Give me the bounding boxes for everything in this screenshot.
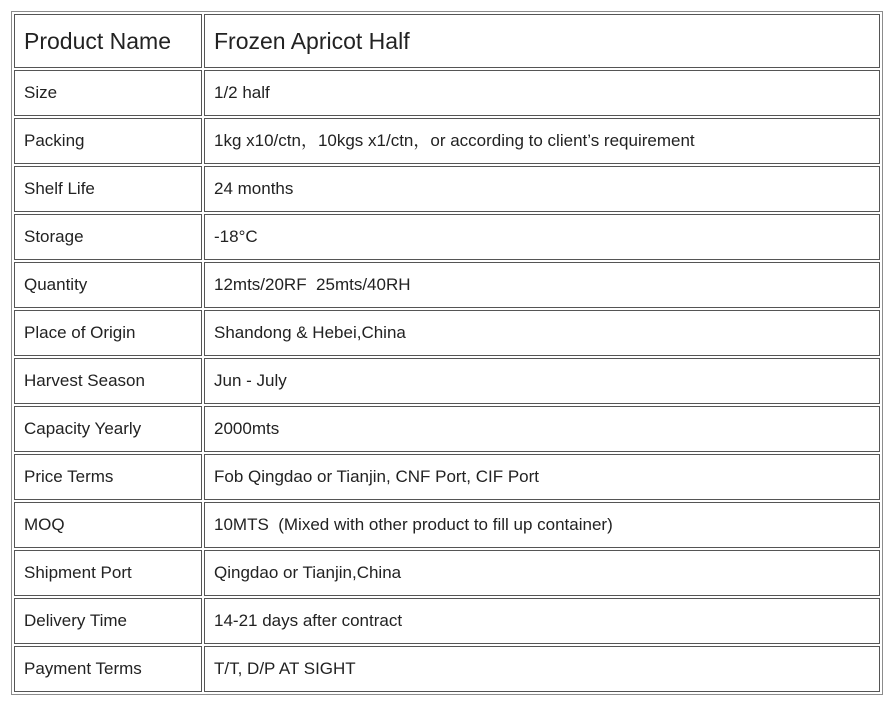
row-label: Quantity xyxy=(14,262,202,308)
table-row xyxy=(14,310,880,356)
table-row xyxy=(14,70,880,116)
table-row xyxy=(14,358,880,404)
table-row xyxy=(14,166,880,212)
product-name-value: Frozen Apricot Half xyxy=(204,14,880,68)
row-value: 1/2 half xyxy=(204,70,880,116)
table-row xyxy=(14,646,880,692)
table-header-row xyxy=(14,14,880,68)
table-row xyxy=(14,454,880,500)
table-row xyxy=(14,262,880,308)
table-row xyxy=(14,214,880,260)
row-value: -18°C xyxy=(204,214,880,260)
row-label: Delivery Time xyxy=(14,598,202,644)
row-value: 24 months xyxy=(204,166,880,212)
table-row xyxy=(14,598,880,644)
table-row xyxy=(14,550,880,596)
row-label: Payment Terms xyxy=(14,646,202,692)
row-label: Shelf Life xyxy=(14,166,202,212)
row-value: Fob Qingdao or Tianjin, CNF Port, CIF Port xyxy=(204,454,880,500)
table-row xyxy=(14,118,880,164)
row-label: Packing xyxy=(14,118,202,164)
row-value: T/T, D/P AT SIGHT xyxy=(204,646,880,692)
product-spec-table xyxy=(11,11,883,695)
row-label: Price Terms xyxy=(14,454,202,500)
row-value: 1kg x10/ctn，10kgs x1/ctn，or according to client’s requirement xyxy=(204,118,880,164)
row-value: 12mts/20RF 25mts/40RH xyxy=(204,262,880,308)
row-value: 10MTS (Mixed with other product to fill up container) xyxy=(204,502,880,548)
row-value: Qingdao or Tianjin,China xyxy=(204,550,880,596)
row-label: Size xyxy=(14,70,202,116)
row-label: Storage xyxy=(14,214,202,260)
table-row xyxy=(14,502,880,548)
row-value: 14-21 days after contract xyxy=(204,598,880,644)
header-label-cell: Product Name xyxy=(14,14,202,68)
table-row xyxy=(14,406,880,452)
row-value: Shandong & Hebei,China xyxy=(204,310,880,356)
row-label: MOQ xyxy=(14,502,202,548)
row-label: Shipment Port xyxy=(14,550,202,596)
row-label: Place of Origin xyxy=(14,310,202,356)
row-value: Jun - July xyxy=(204,358,880,404)
row-label: Harvest Season xyxy=(14,358,202,404)
row-value: 2000mts xyxy=(204,406,880,452)
row-label: Capacity Yearly xyxy=(14,406,202,452)
